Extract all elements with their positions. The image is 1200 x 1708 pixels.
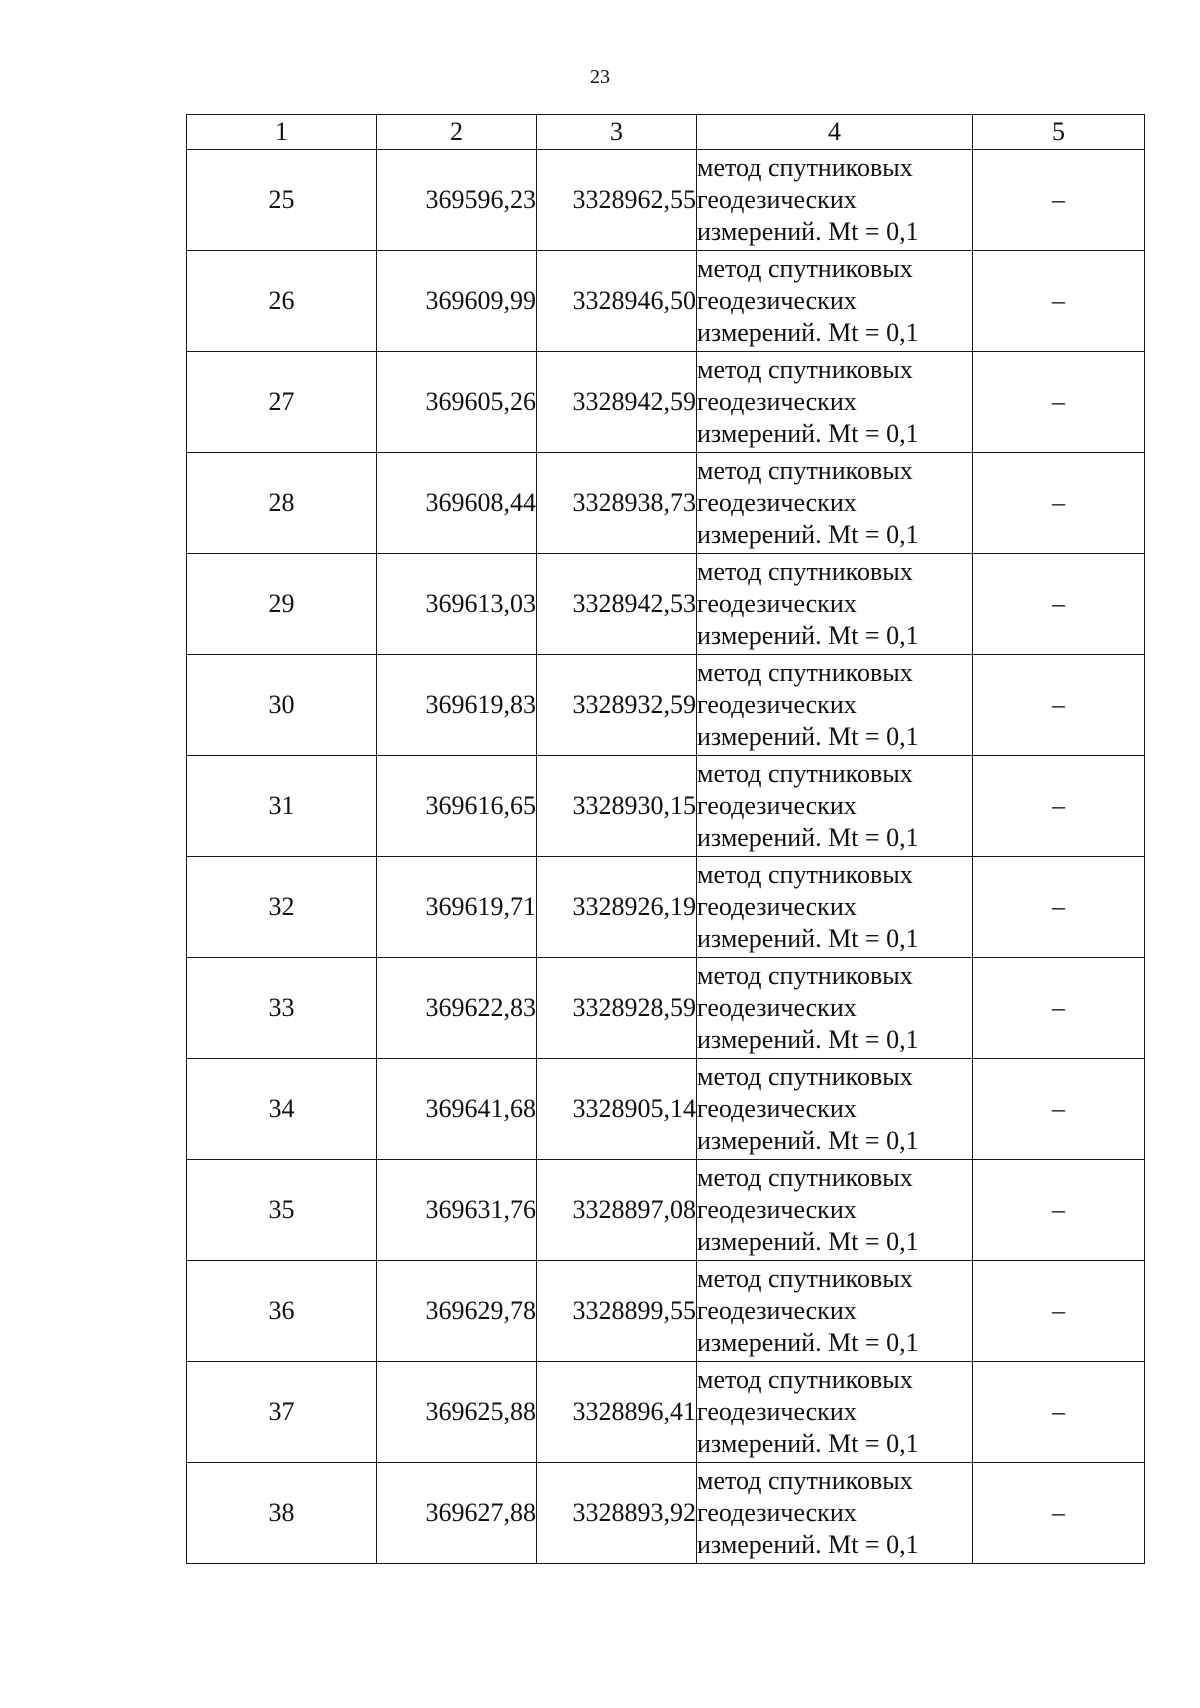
column-header: 1 (187, 115, 377, 150)
method-cell (697, 453, 973, 554)
x-coordinate-cell: 369625,88 (377, 1362, 537, 1463)
x-coordinate-cell: 369605,26 (377, 352, 537, 453)
method-line: геодезических (697, 993, 857, 1022)
method-line: метод спутниковых (697, 1365, 913, 1394)
table-row (187, 453, 1145, 554)
column-5-cell: – (973, 150, 1145, 251)
table-row (187, 1463, 1145, 1564)
y-coordinate-cell: 3328893,92 (537, 1463, 697, 1564)
y-coordinate-cell: 3328942,53 (537, 554, 697, 655)
table-row (187, 1160, 1145, 1261)
method-line: геодезических (697, 1397, 857, 1426)
method-line: метод спутниковых (697, 860, 913, 889)
column-5-cell: – (973, 251, 1145, 352)
y-coordinate-cell: 3328946,50 (537, 251, 697, 352)
table-header-row (187, 115, 1145, 150)
x-coordinate-cell: 369596,23 (377, 150, 537, 251)
method-line: метод спутниковых (697, 557, 913, 586)
x-coordinate-cell: 369616,65 (377, 756, 537, 857)
point-number-cell: 25 (187, 150, 377, 251)
method-cell (697, 150, 973, 251)
method-cell (697, 655, 973, 756)
method-line: геодезических (697, 1296, 857, 1325)
column-5-cell: – (973, 453, 1145, 554)
method-line: измерений. Mt = 0,1 (697, 1227, 919, 1256)
point-number-cell: 31 (187, 756, 377, 857)
method-cell (697, 857, 973, 958)
point-number-cell: 32 (187, 857, 377, 958)
method-line: измерений. Mt = 0,1 (697, 1328, 919, 1357)
method-cell (697, 251, 973, 352)
method-cell (697, 352, 973, 453)
column-header: 2 (377, 115, 537, 150)
y-coordinate-cell: 3328896,41 (537, 1362, 697, 1463)
method-cell (697, 958, 973, 1059)
x-coordinate-cell: 369619,71 (377, 857, 537, 958)
method-line: метод спутниковых (697, 153, 913, 182)
y-coordinate-cell: 3328926,19 (537, 857, 697, 958)
method-line: измерений. Mt = 0,1 (697, 1530, 919, 1559)
column-5-cell: – (973, 1059, 1145, 1160)
method-line: метод спутниковых (697, 1062, 913, 1091)
column-5-cell: – (973, 352, 1145, 453)
table-row (187, 150, 1145, 251)
table-row (187, 352, 1145, 453)
table-row (187, 554, 1145, 655)
point-number-cell: 38 (187, 1463, 377, 1564)
method-cell (697, 1059, 973, 1160)
column-5-cell: – (973, 1261, 1145, 1362)
x-coordinate-cell: 369619,83 (377, 655, 537, 756)
coordinates-table (186, 114, 1145, 1564)
method-cell (697, 554, 973, 655)
column-5-cell: – (973, 554, 1145, 655)
x-coordinate-cell: 369622,83 (377, 958, 537, 1059)
x-coordinate-cell: 369629,78 (377, 1261, 537, 1362)
method-line: геодезических (697, 589, 857, 618)
method-line: измерений. Mt = 0,1 (697, 520, 919, 549)
y-coordinate-cell: 3328930,15 (537, 756, 697, 857)
y-coordinate-cell: 3328932,59 (537, 655, 697, 756)
point-number-cell: 36 (187, 1261, 377, 1362)
column-5-cell: – (973, 857, 1145, 958)
method-line: измерений. Mt = 0,1 (697, 621, 919, 650)
method-line: геодезических (697, 1094, 857, 1123)
x-coordinate-cell: 369631,76 (377, 1160, 537, 1261)
method-line: метод спутниковых (697, 1264, 913, 1293)
point-number-cell: 33 (187, 958, 377, 1059)
method-line: геодезических (697, 1498, 857, 1527)
table-row (187, 958, 1145, 1059)
method-line: измерений. Mt = 0,1 (697, 1429, 919, 1458)
page-number: 23 (590, 66, 610, 88)
method-line: измерений. Mt = 0,1 (697, 419, 919, 448)
y-coordinate-cell: 3328962,55 (537, 150, 697, 251)
table-row (187, 251, 1145, 352)
column-5-cell: – (973, 1362, 1145, 1463)
method-line: метод спутниковых (697, 759, 913, 788)
method-line: геодезических (697, 185, 857, 214)
column-5-cell: – (973, 756, 1145, 857)
point-number-cell: 28 (187, 453, 377, 554)
method-cell (697, 1463, 973, 1564)
y-coordinate-cell: 3328905,14 (537, 1059, 697, 1160)
table-row (187, 857, 1145, 958)
column-5-cell: – (973, 1463, 1145, 1564)
column-5-cell: – (973, 1160, 1145, 1261)
method-line: метод спутниковых (697, 254, 913, 283)
x-coordinate-cell: 369608,44 (377, 453, 537, 554)
table-row (187, 1362, 1145, 1463)
x-coordinate-cell: 369627,88 (377, 1463, 537, 1564)
y-coordinate-cell: 3328899,55 (537, 1261, 697, 1362)
x-coordinate-cell: 369609,99 (377, 251, 537, 352)
y-coordinate-cell: 3328942,59 (537, 352, 697, 453)
point-number-cell: 37 (187, 1362, 377, 1463)
table-body (187, 150, 1145, 1564)
method-cell (697, 1362, 973, 1463)
method-line: измерений. Mt = 0,1 (697, 924, 919, 953)
method-line: метод спутниковых (697, 355, 913, 384)
point-number-cell: 35 (187, 1160, 377, 1261)
table-row (187, 756, 1145, 857)
method-line: геодезических (697, 892, 857, 921)
y-coordinate-cell: 3328897,08 (537, 1160, 697, 1261)
x-coordinate-cell: 369613,03 (377, 554, 537, 655)
table-row (187, 1059, 1145, 1160)
method-line: метод спутниковых (697, 456, 913, 485)
column-5-cell: – (973, 958, 1145, 1059)
table-row (187, 655, 1145, 756)
method-line: геодезических (697, 488, 857, 517)
column-header: 3 (537, 115, 697, 150)
method-cell (697, 756, 973, 857)
point-number-cell: 27 (187, 352, 377, 453)
column-header: 5 (973, 115, 1145, 150)
point-number-cell: 29 (187, 554, 377, 655)
method-line: измерений. Mt = 0,1 (697, 1126, 919, 1155)
method-line: измерений. Mt = 0,1 (697, 217, 919, 246)
point-number-cell: 26 (187, 251, 377, 352)
point-number-cell: 30 (187, 655, 377, 756)
method-line: метод спутниковых (697, 658, 913, 687)
method-line: геодезических (697, 387, 857, 416)
table-row (187, 1261, 1145, 1362)
method-line: измерений. Mt = 0,1 (697, 722, 919, 751)
x-coordinate-cell: 369641,68 (377, 1059, 537, 1160)
method-line: геодезических (697, 1195, 857, 1224)
column-header: 4 (697, 115, 973, 150)
point-number-cell: 34 (187, 1059, 377, 1160)
method-line: метод спутниковых (697, 1163, 913, 1192)
method-line: метод спутниковых (697, 961, 913, 990)
column-5-cell: – (973, 655, 1145, 756)
method-line: геодезических (697, 791, 857, 820)
y-coordinate-cell: 3328928,59 (537, 958, 697, 1059)
method-line: геодезических (697, 286, 857, 315)
method-line: измерений. Mt = 0,1 (697, 318, 919, 347)
method-cell (697, 1261, 973, 1362)
y-coordinate-cell: 3328938,73 (537, 453, 697, 554)
method-line: измерений. Mt = 0,1 (697, 823, 919, 852)
method-cell (697, 1160, 973, 1261)
method-line: измерений. Mt = 0,1 (697, 1025, 919, 1054)
method-line: метод спутниковых (697, 1466, 913, 1495)
method-line: геодезических (697, 690, 857, 719)
